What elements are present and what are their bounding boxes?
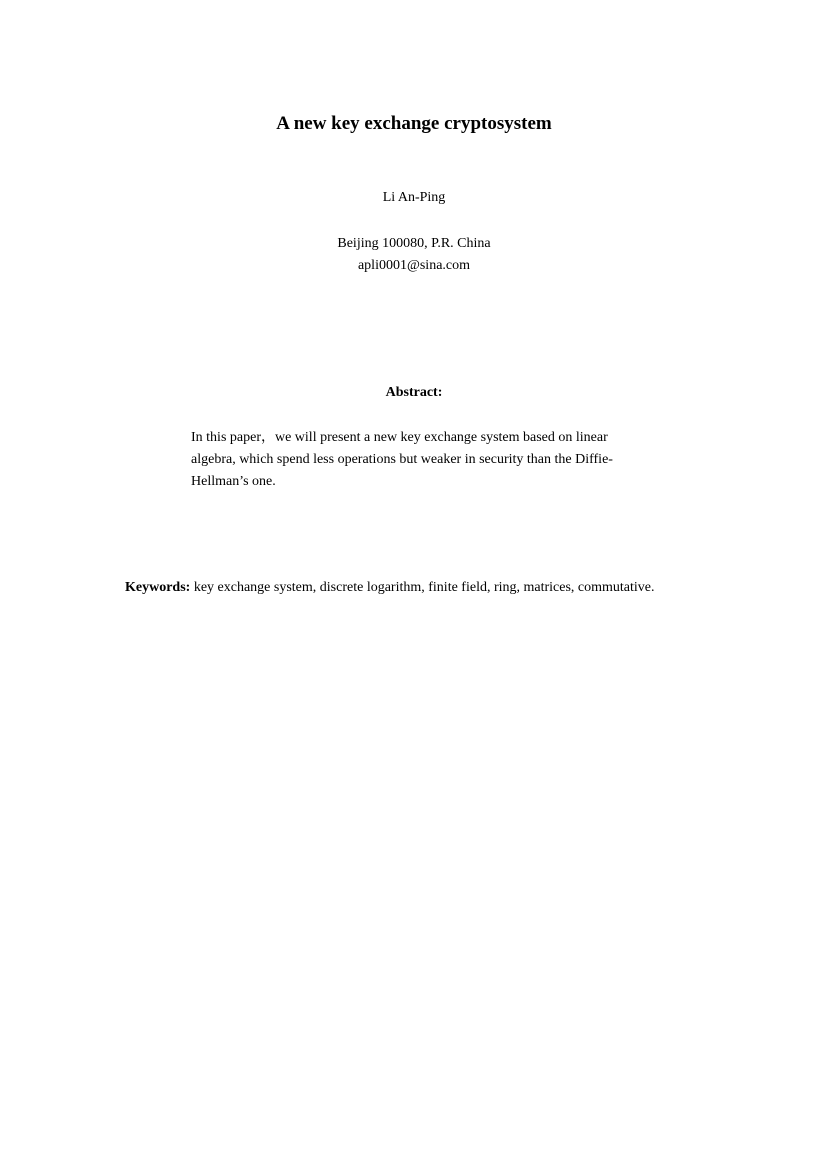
abstract-heading: Abstract:: [385, 385, 443, 400]
author-email: apli0001@sina.com: [357, 258, 471, 273]
author-affiliation: [0, 233, 828, 277]
keywords-text: key exchange system, discrete logarithm, finite field, ring, matrices, commutative.: [190, 580, 655, 595]
paper-title: A new key exchange cryptosystem: [276, 113, 552, 134]
abstract-line: In this paper，we will present a new key exchange system based on linear: [191, 430, 608, 445]
keywords-line: [125, 579, 805, 597]
abstract-body: [191, 427, 641, 493]
author-name: Li An-Ping: [382, 190, 446, 205]
keywords-label: Keywords:: [125, 580, 191, 595]
abstract-line: Hellman’s one.: [191, 474, 276, 489]
abstract-line: algebra, which spend less operations but weaker in security than the Diffie-: [191, 452, 613, 467]
affiliation-address: Beijing 100080, P.R. China: [337, 236, 491, 251]
